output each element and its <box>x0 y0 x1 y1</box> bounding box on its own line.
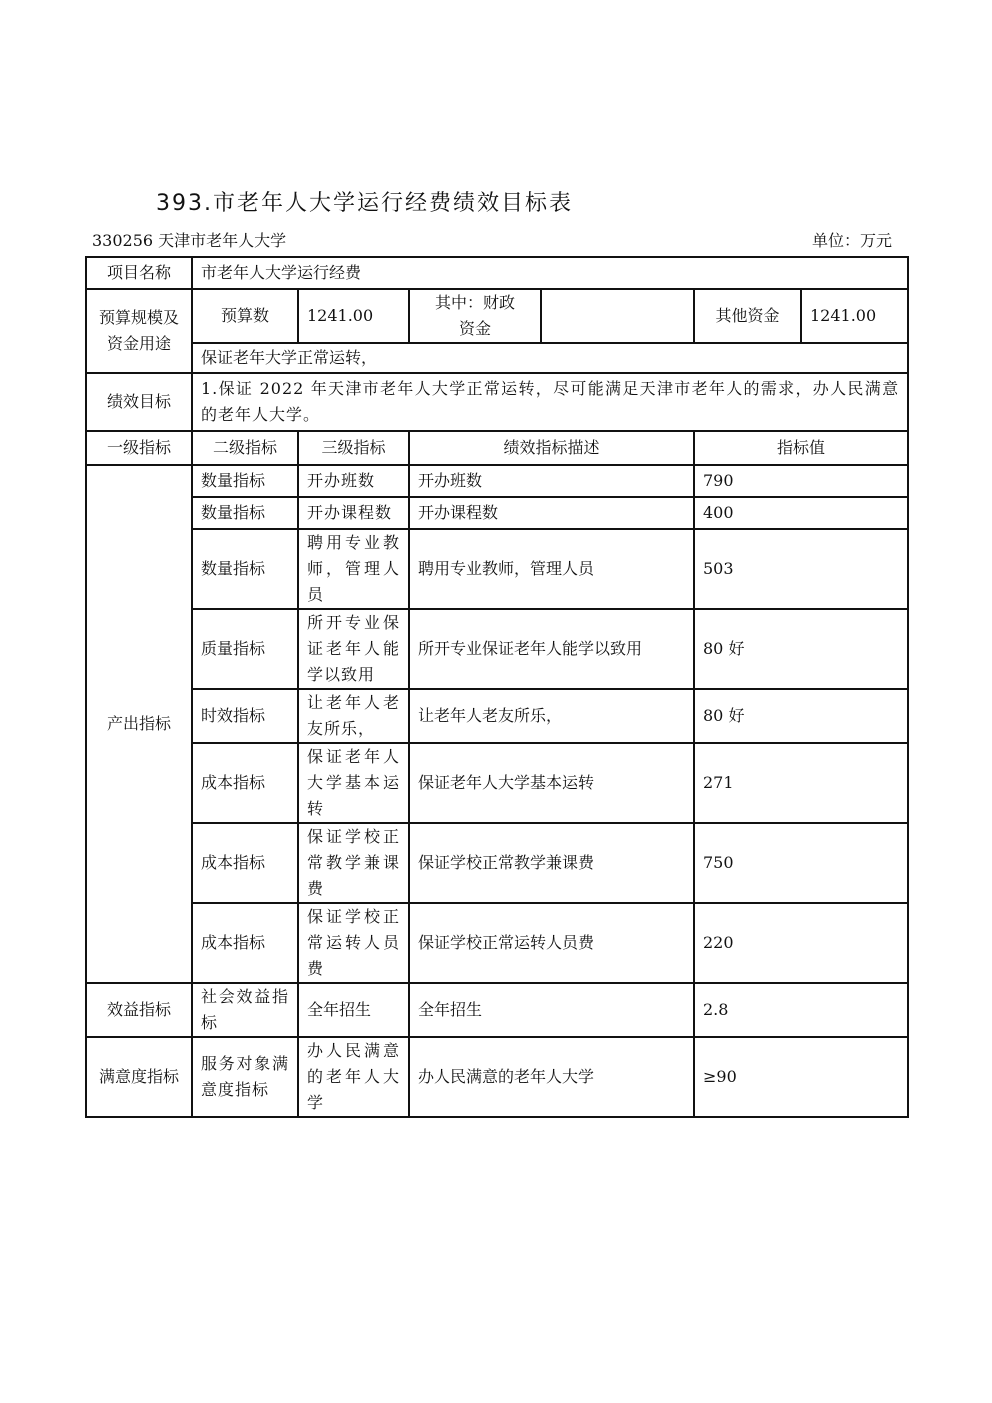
level2-indicator: 社会效益指标 <box>192 983 298 1037</box>
organization-name: 330256 天津市老年人大学 <box>92 231 287 250</box>
indicator-value: 503 <box>694 529 908 609</box>
budget-amount-value: 1241.00 <box>298 289 409 343</box>
fiscal-fund-label: 其中：财政资金 <box>409 289 541 343</box>
level1-indicator: 产出指标 <box>86 465 192 983</box>
budget-row <box>86 289 908 343</box>
project-row <box>86 257 908 289</box>
indicator-description: 办人民满意的老年人大学 <box>409 1037 694 1117</box>
indicator-description: 开办课程数 <box>409 497 694 529</box>
indicator-description: 全年招生 <box>409 983 694 1037</box>
indicator-description: 开办班数 <box>409 465 694 497</box>
header-level1: 一级指标 <box>86 431 192 465</box>
level1-indicator: 满意度指标 <box>86 1037 192 1117</box>
fiscal-fund-value <box>541 289 694 343</box>
performance-target-table <box>85 256 909 1118</box>
indicator-value: 400 <box>694 497 908 529</box>
indicator-value: ≥90 <box>694 1037 908 1117</box>
other-fund-label: 其他资金 <box>694 289 801 343</box>
indicator-row <box>86 983 908 1037</box>
indicator-description: 保证学校正常教学兼课费 <box>409 823 694 903</box>
level2-indicator: 时效指标 <box>192 689 298 743</box>
indicator-value: 2.8 <box>694 983 908 1037</box>
indicator-value: 220 <box>694 903 908 983</box>
goal-row <box>86 373 908 431</box>
level2-indicator: 成本指标 <box>192 903 298 983</box>
indicator-header-row <box>86 431 908 465</box>
level2-indicator: 质量指标 <box>192 609 298 689</box>
budget-amount-label: 预算数 <box>192 289 298 343</box>
level2-indicator: 数量指标 <box>192 465 298 497</box>
indicator-row <box>86 497 908 529</box>
header-value: 指标值 <box>694 431 908 465</box>
level2-indicator: 数量指标 <box>192 529 298 609</box>
performance-goal-label: 绩效目标 <box>86 373 192 431</box>
indicator-row <box>86 529 908 609</box>
level3-indicator: 让老年人老友所乐， <box>298 689 409 743</box>
level1-indicator: 效益指标 <box>86 983 192 1037</box>
indicator-row <box>86 609 908 689</box>
header-level3: 三级指标 <box>298 431 409 465</box>
indicator-row <box>86 1037 908 1117</box>
project-name-label: 项目名称 <box>86 257 192 289</box>
level2-indicator: 成本指标 <box>192 743 298 823</box>
level2-indicator: 成本指标 <box>192 823 298 903</box>
level3-indicator: 开办课程数 <box>298 497 409 529</box>
level3-indicator: 办人民满意的老年人大学 <box>298 1037 409 1117</box>
budget-scale-label: 预算规模及资金用途 <box>86 289 192 373</box>
level3-indicator: 全年招生 <box>298 983 409 1037</box>
indicator-description: 保证老年人大学基本运转 <box>409 743 694 823</box>
indicator-row <box>86 903 908 983</box>
level3-indicator: 聘用专业教师，管理人员 <box>298 529 409 609</box>
level3-indicator: 保证学校正常运转人员费 <box>298 903 409 983</box>
project-name-value: 市老年人大学运行经费 <box>192 257 908 289</box>
header-description: 绩效指标描述 <box>409 431 694 465</box>
indicator-value: 750 <box>694 823 908 903</box>
indicator-description: 让老年人老友所乐， <box>409 689 694 743</box>
header-level2: 二级指标 <box>192 431 298 465</box>
unit-label: 单位：万元 <box>812 231 893 250</box>
level2-indicator: 服务对象满意度指标 <box>192 1037 298 1117</box>
page-title: 393.市老年人大学运行经费绩效目标表 <box>156 191 573 216</box>
indicator-value: 80 好 <box>694 689 908 743</box>
level3-indicator: 所开专业保证老年人能学以致用 <box>298 609 409 689</box>
indicator-row <box>86 823 908 903</box>
indicator-row <box>86 743 908 823</box>
performance-goal-text: 1.保证 2022 年天津市老年人大学正常运转，尽可能满足天津市老年人的需求，办人民满意的老年人大学。 <box>192 373 908 431</box>
indicator-value: 80 好 <box>694 609 908 689</box>
level3-indicator: 保证老年人大学基本运转 <box>298 743 409 823</box>
level3-indicator: 开办班数 <box>298 465 409 497</box>
purpose-row <box>86 343 908 373</box>
indicator-row <box>86 689 908 743</box>
level2-indicator: 数量指标 <box>192 497 298 529</box>
fund-purpose-text: 保证老年大学正常运转， <box>192 343 908 373</box>
indicator-description: 保证学校正常运转人员费 <box>409 903 694 983</box>
level3-indicator: 保证学校正常教学兼课费 <box>298 823 409 903</box>
indicator-value: 271 <box>694 743 908 823</box>
indicator-value: 790 <box>694 465 908 497</box>
indicator-description: 所开专业保证老年人能学以致用 <box>409 609 694 689</box>
indicator-row <box>86 465 908 497</box>
indicator-description: 聘用专业教师，管理人员 <box>409 529 694 609</box>
other-fund-value: 1241.00 <box>801 289 908 343</box>
